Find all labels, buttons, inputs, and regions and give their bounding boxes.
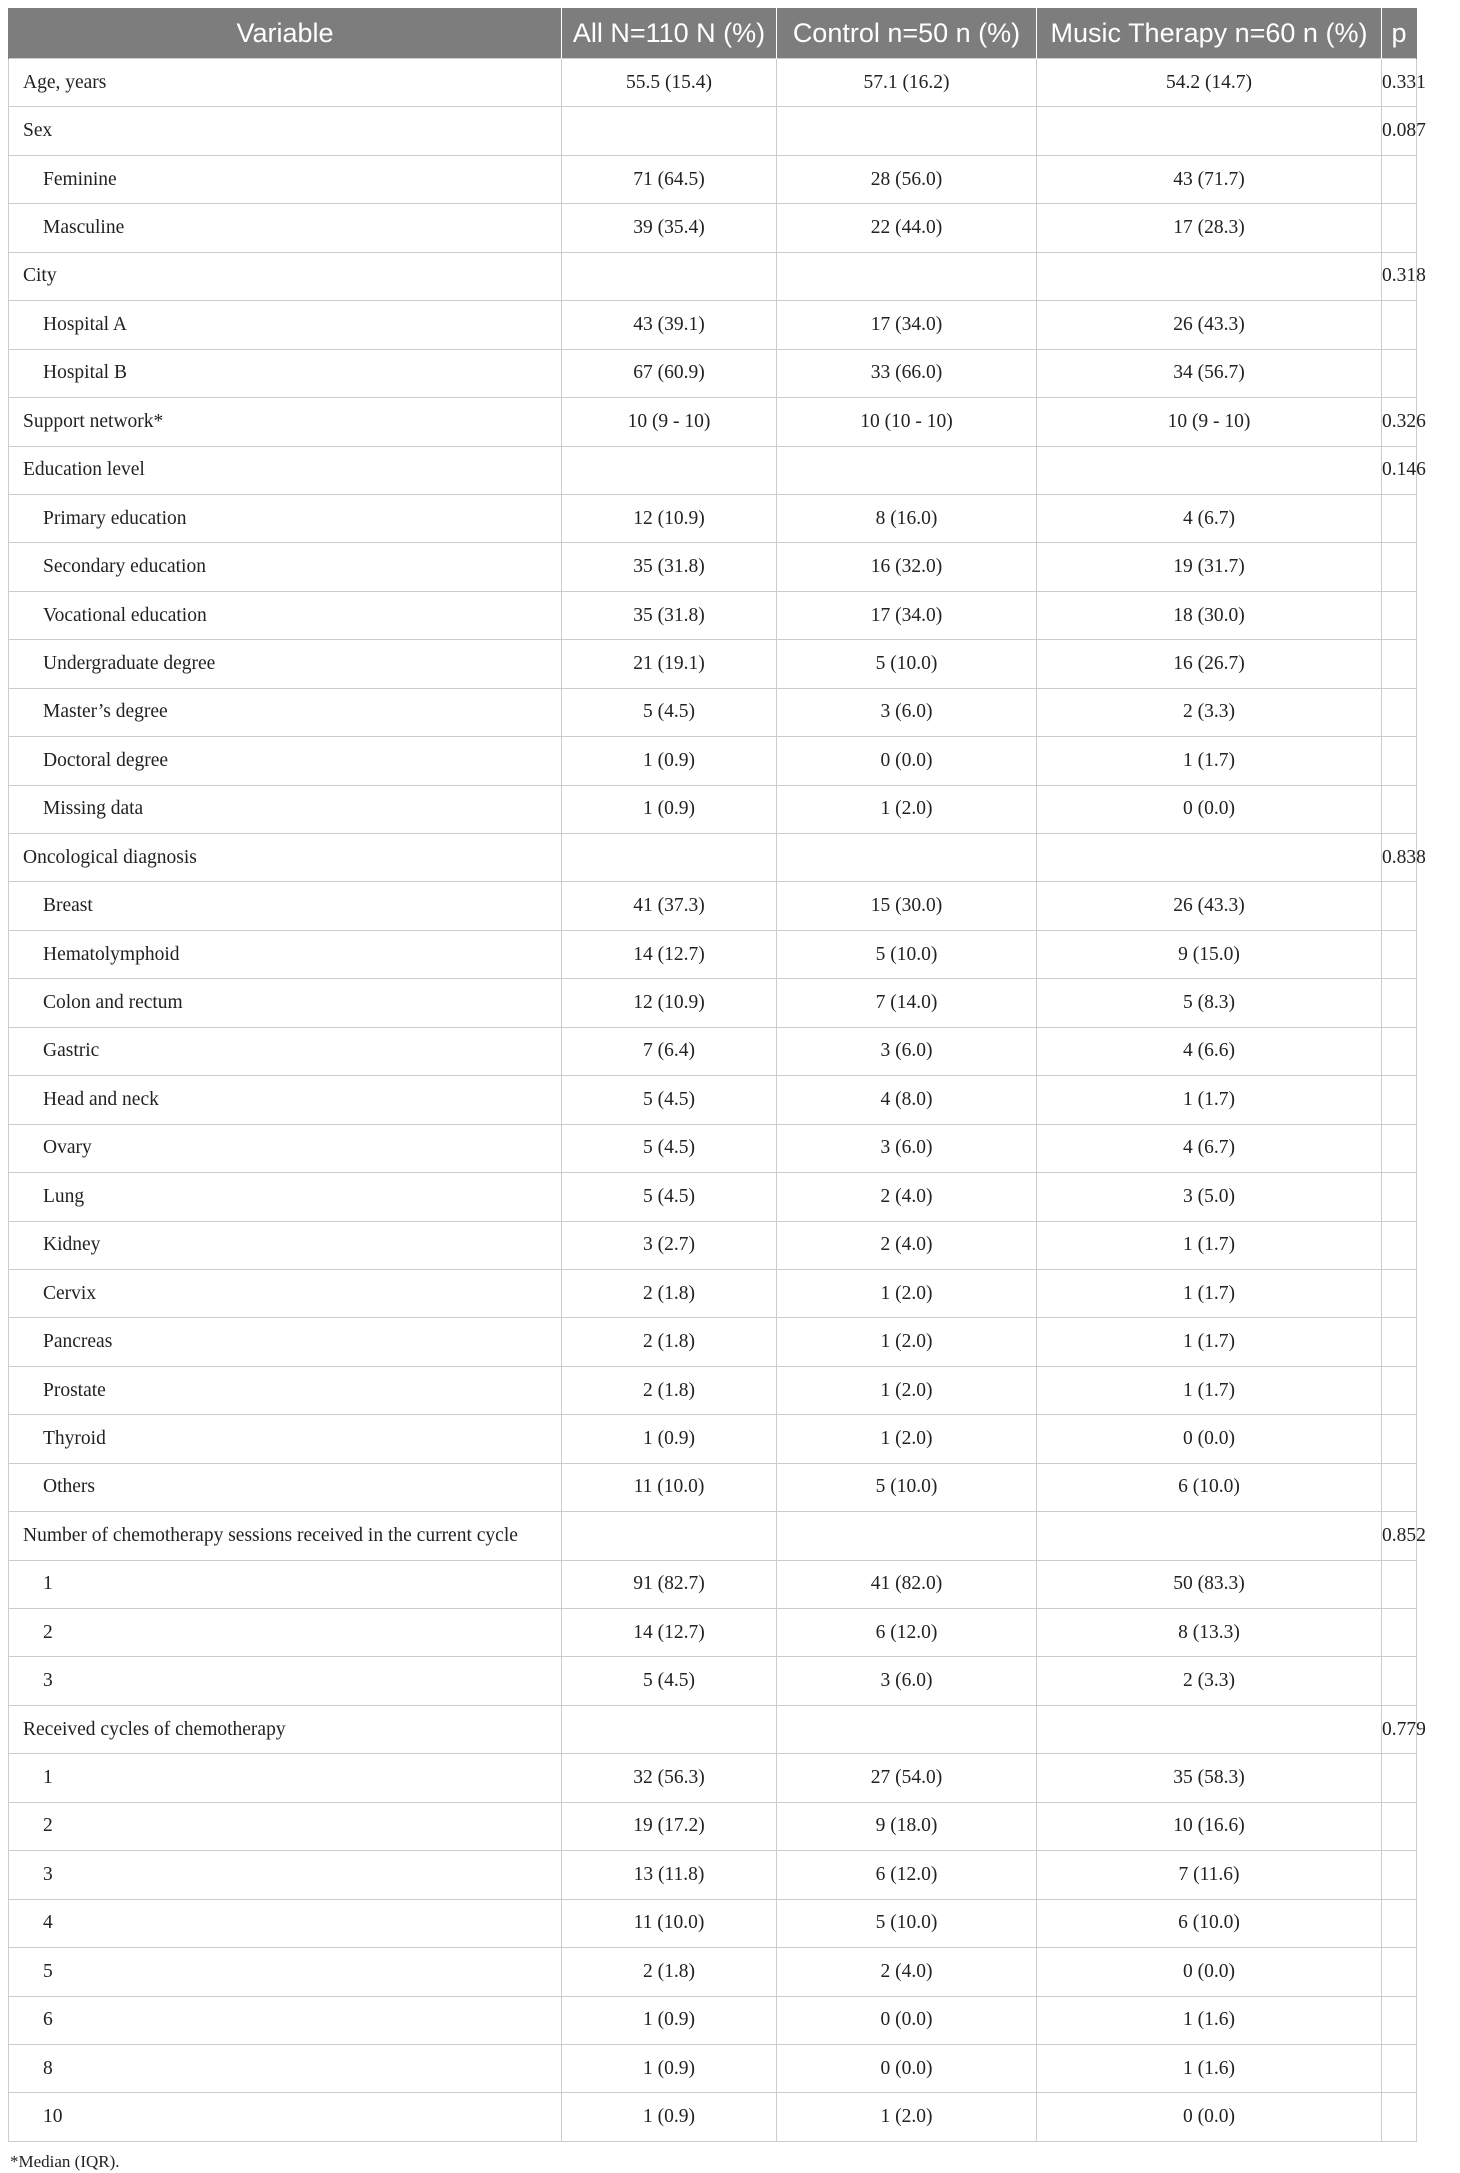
cell-variable: Kidney: [9, 1221, 562, 1269]
cell-p: 0.331: [1382, 59, 1417, 107]
table-row: [9, 59, 1417, 107]
cell-control: 22 (44.0): [777, 204, 1037, 252]
cell-all: 2 (1.8): [562, 1366, 777, 1414]
cell-control: 16 (32.0): [777, 543, 1037, 591]
cell-p: [1382, 2093, 1417, 2141]
cell-music-therapy: 50 (83.3): [1037, 1560, 1382, 1608]
cell-control: 1 (2.0): [777, 1269, 1037, 1317]
cell-music-therapy: 2 (3.3): [1037, 688, 1382, 736]
table-row: [9, 1657, 1417, 1705]
cell-music-therapy: 4 (6.6): [1037, 1027, 1382, 1075]
cell-variable: 1: [9, 1754, 562, 1802]
cell-p: [1382, 1657, 1417, 1705]
cell-all: 19 (17.2): [562, 1802, 777, 1850]
cell-all: 14 (12.7): [562, 930, 777, 978]
cell-variable: Primary education: [9, 494, 562, 542]
cell-p: [1382, 1027, 1417, 1075]
table-row: [9, 1996, 1417, 2044]
cell-variable: Age, years: [9, 59, 562, 107]
cell-p: [1382, 1076, 1417, 1124]
header-music-therapy: Music Therapy n=60 n (%): [1037, 8, 1382, 59]
cell-music-therapy: [1037, 446, 1382, 494]
cell-p: [1382, 1996, 1417, 2044]
cell-p: [1382, 349, 1417, 397]
cell-control: 1 (2.0): [777, 1366, 1037, 1414]
cell-music-therapy: 1 (1.7): [1037, 1076, 1382, 1124]
cell-variable: Lung: [9, 1173, 562, 1221]
table-row: [9, 252, 1417, 300]
table-row: [9, 2044, 1417, 2092]
cell-all: 35 (31.8): [562, 543, 777, 591]
cell-music-therapy: 5 (8.3): [1037, 979, 1382, 1027]
table-row: [9, 398, 1417, 446]
cell-control: 17 (34.0): [777, 591, 1037, 639]
cell-music-therapy: 2 (3.3): [1037, 1657, 1382, 1705]
cell-variable: Others: [9, 1463, 562, 1511]
cell-music-therapy: 1 (1.7): [1037, 1366, 1382, 1414]
cell-music-therapy: 3 (5.0): [1037, 1173, 1382, 1221]
cell-all: 1 (0.9): [562, 1996, 777, 2044]
header-control: Control n=50 n (%): [777, 8, 1037, 59]
cell-control: 6 (12.0): [777, 1851, 1037, 1899]
cell-music-therapy: 1 (1.7): [1037, 1221, 1382, 1269]
cell-all: 35 (31.8): [562, 591, 777, 639]
cell-variable: Number of chemotherapy sessions received in the current cycle: [9, 1512, 562, 1560]
cell-music-therapy: 1 (1.6): [1037, 2044, 1382, 2092]
cell-all: 5 (4.5): [562, 1173, 777, 1221]
cell-music-therapy: 1 (1.6): [1037, 1996, 1382, 2044]
cell-variable: Head and neck: [9, 1076, 562, 1124]
cell-control: 8 (16.0): [777, 494, 1037, 542]
cell-variable: Oncological diagnosis: [9, 834, 562, 882]
cell-p: [1382, 2044, 1417, 2092]
cell-variable: 5: [9, 1948, 562, 1996]
cell-music-therapy: [1037, 834, 1382, 882]
cell-all: 1 (0.9): [562, 2093, 777, 2141]
cell-control: 6 (12.0): [777, 1609, 1037, 1657]
cell-all: 91 (82.7): [562, 1560, 777, 1608]
cell-all: 11 (10.0): [562, 1899, 777, 1947]
cell-music-therapy: 26 (43.3): [1037, 301, 1382, 349]
cell-variable: 1: [9, 1560, 562, 1608]
cell-variable: Prostate: [9, 1366, 562, 1414]
cell-music-therapy: 1 (1.7): [1037, 1318, 1382, 1366]
cell-music-therapy: 17 (28.3): [1037, 204, 1382, 252]
cell-p: [1382, 494, 1417, 542]
cell-all: 67 (60.9): [562, 349, 777, 397]
cell-all: 5 (4.5): [562, 1657, 777, 1705]
cell-music-therapy: 4 (6.7): [1037, 1124, 1382, 1172]
cell-variable: 2: [9, 1609, 562, 1657]
cell-all: 12 (10.9): [562, 494, 777, 542]
cell-all: 32 (56.3): [562, 1754, 777, 1802]
table-row: [9, 785, 1417, 833]
cell-control: 0 (0.0): [777, 737, 1037, 785]
cell-variable: Hospital B: [9, 349, 562, 397]
cell-control: [777, 1705, 1037, 1753]
cell-p: [1382, 1269, 1417, 1317]
cell-p: 0.146: [1382, 446, 1417, 494]
table-row: [9, 1124, 1417, 1172]
cell-variable: Undergraduate degree: [9, 640, 562, 688]
cell-all: [562, 107, 777, 155]
cell-p: 0.779: [1382, 1705, 1417, 1753]
cell-music-therapy: 0 (0.0): [1037, 1948, 1382, 1996]
table-row: [9, 349, 1417, 397]
cell-control: [777, 107, 1037, 155]
cell-variable: Missing data: [9, 785, 562, 833]
cell-control: 3 (6.0): [777, 1124, 1037, 1172]
table-body: [9, 59, 1426, 2142]
cell-control: 5 (10.0): [777, 1899, 1037, 1947]
cell-p: [1382, 1173, 1417, 1221]
table-row: [9, 1463, 1417, 1511]
table-row: [9, 1221, 1417, 1269]
cell-all: 5 (4.5): [562, 688, 777, 736]
cell-p: 0.852: [1382, 1512, 1417, 1560]
cell-all: 1 (0.9): [562, 2044, 777, 2092]
cell-all: 21 (19.1): [562, 640, 777, 688]
cell-music-therapy: 10 (16.6): [1037, 1802, 1382, 1850]
cell-control: 33 (66.0): [777, 349, 1037, 397]
cell-variable: Hospital A: [9, 301, 562, 349]
cell-variable: Gastric: [9, 1027, 562, 1075]
table-row: [9, 2093, 1417, 2141]
cell-music-therapy: 54.2 (14.7): [1037, 59, 1382, 107]
table-row: [9, 834, 1417, 882]
cell-control: 1 (2.0): [777, 1415, 1037, 1463]
cell-music-therapy: 6 (10.0): [1037, 1899, 1382, 1947]
cell-music-therapy: 10 (9 - 10): [1037, 398, 1382, 446]
cell-control: [777, 1512, 1037, 1560]
cell-variable: Education level: [9, 446, 562, 494]
cell-control: 5 (10.0): [777, 640, 1037, 688]
cell-control: 17 (34.0): [777, 301, 1037, 349]
cell-variable: Secondary education: [9, 543, 562, 591]
table-header: [9, 8, 1417, 59]
cell-all: 14 (12.7): [562, 1609, 777, 1657]
cell-control: 27 (54.0): [777, 1754, 1037, 1802]
cell-p: [1382, 1366, 1417, 1414]
cell-control: 2 (4.0): [777, 1173, 1037, 1221]
cell-p: [1382, 1609, 1417, 1657]
cell-control: 5 (10.0): [777, 930, 1037, 978]
cell-all: 5 (4.5): [562, 1124, 777, 1172]
cell-music-therapy: 1 (1.7): [1037, 737, 1382, 785]
cell-control: 3 (6.0): [777, 688, 1037, 736]
cell-variable: Master’s degree: [9, 688, 562, 736]
cell-p: [1382, 1948, 1417, 1996]
cell-control: 57.1 (16.2): [777, 59, 1037, 107]
table-row: [9, 301, 1417, 349]
cell-p: 0.838: [1382, 834, 1417, 882]
cell-control: 15 (30.0): [777, 882, 1037, 930]
cell-music-therapy: 7 (11.6): [1037, 1851, 1382, 1899]
cell-control: 5 (10.0): [777, 1463, 1037, 1511]
cell-all: 55.5 (15.4): [562, 59, 777, 107]
cell-control: 1 (2.0): [777, 1318, 1037, 1366]
cell-control: 28 (56.0): [777, 155, 1037, 203]
cell-music-therapy: 18 (30.0): [1037, 591, 1382, 639]
cell-p: [1382, 979, 1417, 1027]
cell-variable: Thyroid: [9, 1415, 562, 1463]
cell-variable: Support network*: [9, 398, 562, 446]
cell-all: [562, 1705, 777, 1753]
cell-all: 1 (0.9): [562, 737, 777, 785]
cell-variable: 3: [9, 1657, 562, 1705]
cell-p: [1382, 301, 1417, 349]
cell-control: 3 (6.0): [777, 1657, 1037, 1705]
cell-p: 0.318: [1382, 252, 1417, 300]
cell-all: 71 (64.5): [562, 155, 777, 203]
table-row: [9, 1366, 1417, 1414]
cell-all: 41 (37.3): [562, 882, 777, 930]
table-row: [9, 1076, 1417, 1124]
cell-variable: 4: [9, 1899, 562, 1947]
cell-control: [777, 252, 1037, 300]
table-row: [9, 1269, 1417, 1317]
cell-all: 12 (10.9): [562, 979, 777, 1027]
cell-control: 4 (8.0): [777, 1076, 1037, 1124]
cell-p: [1382, 1560, 1417, 1608]
table-row: [9, 930, 1417, 978]
cell-p: [1382, 1318, 1417, 1366]
cell-p: [1382, 204, 1417, 252]
cell-music-therapy: [1037, 1705, 1382, 1753]
cell-p: [1382, 785, 1417, 833]
cell-variable: Cervix: [9, 1269, 562, 1317]
table-row: [9, 1318, 1417, 1366]
cell-variable: Feminine: [9, 155, 562, 203]
table-row: [9, 1851, 1417, 1899]
table-row: [9, 1027, 1417, 1075]
cell-control: [777, 446, 1037, 494]
cell-p: [1382, 1124, 1417, 1172]
cell-control: 0 (0.0): [777, 2044, 1037, 2092]
cell-all: 2 (1.8): [562, 1269, 777, 1317]
cell-music-therapy: 43 (71.7): [1037, 155, 1382, 203]
cell-p: [1382, 1463, 1417, 1511]
cell-all: [562, 1512, 777, 1560]
cell-music-therapy: 0 (0.0): [1037, 2093, 1382, 2141]
cell-control: 1 (2.0): [777, 785, 1037, 833]
cell-control: 2 (4.0): [777, 1948, 1037, 1996]
cell-p: [1382, 882, 1417, 930]
cell-variable: Colon and rectum: [9, 979, 562, 1027]
cell-music-therapy: 16 (26.7): [1037, 640, 1382, 688]
cell-p: [1382, 1754, 1417, 1802]
cell-p: [1382, 930, 1417, 978]
cell-music-therapy: [1037, 1512, 1382, 1560]
table-row: [9, 1609, 1417, 1657]
cell-all: 13 (11.8): [562, 1851, 777, 1899]
table-row: [9, 446, 1417, 494]
cell-all: 10 (9 - 10): [562, 398, 777, 446]
cell-variable: Sex: [9, 107, 562, 155]
table-row: [9, 1415, 1417, 1463]
cell-music-therapy: 9 (15.0): [1037, 930, 1382, 978]
cell-all: 5 (4.5): [562, 1076, 777, 1124]
cell-variable: 6: [9, 1996, 562, 2044]
header-variable: Variable: [9, 8, 562, 59]
cell-p: [1382, 737, 1417, 785]
cell-music-therapy: 6 (10.0): [1037, 1463, 1382, 1511]
table-row: [9, 1948, 1417, 1996]
cell-p: [1382, 543, 1417, 591]
cell-p: [1382, 591, 1417, 639]
cell-music-therapy: 26 (43.3): [1037, 882, 1382, 930]
cell-music-therapy: 0 (0.0): [1037, 785, 1382, 833]
cell-music-therapy: 1 (1.7): [1037, 1269, 1382, 1317]
table-row: [9, 1899, 1417, 1947]
table-row: [9, 155, 1417, 203]
cell-control: 3 (6.0): [777, 1027, 1037, 1075]
table-row: [9, 1754, 1417, 1802]
cell-music-therapy: [1037, 252, 1382, 300]
cell-music-therapy: 4 (6.7): [1037, 494, 1382, 542]
table-row: [9, 204, 1417, 252]
cell-all: 2 (1.8): [562, 1948, 777, 1996]
cell-music-therapy: 35 (58.3): [1037, 1754, 1382, 1802]
cell-control: 10 (10 - 10): [777, 398, 1037, 446]
cell-all: [562, 446, 777, 494]
table-row: [9, 543, 1417, 591]
table-row: [9, 494, 1417, 542]
cell-variable: Pancreas: [9, 1318, 562, 1366]
cell-p: [1382, 1221, 1417, 1269]
table-row: [9, 737, 1417, 785]
cell-variable: Doctoral degree: [9, 737, 562, 785]
cell-all: [562, 834, 777, 882]
cell-control: 41 (82.0): [777, 1560, 1037, 1608]
cell-variable: City: [9, 252, 562, 300]
cell-p: [1382, 640, 1417, 688]
table-row: [9, 688, 1417, 736]
cell-music-therapy: 34 (56.7): [1037, 349, 1382, 397]
cell-variable: 3: [9, 1851, 562, 1899]
cell-all: [562, 252, 777, 300]
cell-all: 7 (6.4): [562, 1027, 777, 1075]
cell-control: 1 (2.0): [777, 2093, 1037, 2141]
cell-all: 11 (10.0): [562, 1463, 777, 1511]
cell-control: [777, 834, 1037, 882]
table-row: [9, 1512, 1417, 1560]
cell-all: 1 (0.9): [562, 1415, 777, 1463]
table-row: [9, 979, 1417, 1027]
cell-control: 0 (0.0): [777, 1996, 1037, 2044]
cell-variable: Vocational education: [9, 591, 562, 639]
cell-music-therapy: 8 (13.3): [1037, 1609, 1382, 1657]
baseline-characteristics-table: [8, 8, 1426, 2142]
cell-variable: 2: [9, 1802, 562, 1850]
cell-p: 0.326: [1382, 398, 1417, 446]
cell-all: 1 (0.9): [562, 785, 777, 833]
cell-all: 43 (39.1): [562, 301, 777, 349]
header-row: [9, 8, 1417, 59]
cell-control: 2 (4.0): [777, 1221, 1037, 1269]
cell-variable: Masculine: [9, 204, 562, 252]
cell-p: [1382, 155, 1417, 203]
cell-all: 3 (2.7): [562, 1221, 777, 1269]
cell-music-therapy: 0 (0.0): [1037, 1415, 1382, 1463]
table-row: [9, 107, 1417, 155]
table-container: [8, 8, 1452, 2172]
table-row: [9, 1560, 1417, 1608]
table-row: [9, 1802, 1417, 1850]
cell-variable: Hematolymphoid: [9, 930, 562, 978]
cell-variable: Ovary: [9, 1124, 562, 1172]
cell-variable: 10: [9, 2093, 562, 2141]
cell-p: 0.087: [1382, 107, 1417, 155]
cell-p: [1382, 1802, 1417, 1850]
cell-music-therapy: 19 (31.7): [1037, 543, 1382, 591]
table-row: [9, 1173, 1417, 1221]
header-p: p: [1382, 8, 1417, 59]
table-footnote: *Median (IQR).: [10, 2151, 120, 2171]
table-row: [9, 591, 1417, 639]
cell-p: [1382, 688, 1417, 736]
table-row: [9, 640, 1417, 688]
cell-variable: Breast: [9, 882, 562, 930]
cell-p: [1382, 1899, 1417, 1947]
table-row: [9, 1705, 1417, 1753]
cell-control: 7 (14.0): [777, 979, 1037, 1027]
cell-all: 2 (1.8): [562, 1318, 777, 1366]
cell-p: [1382, 1415, 1417, 1463]
table-row: [9, 882, 1417, 930]
cell-p: [1382, 1851, 1417, 1899]
cell-variable: Received cycles of chemotherapy: [9, 1705, 562, 1753]
header-all: All N=110 N (%): [562, 8, 777, 59]
cell-variable: 8: [9, 2044, 562, 2092]
cell-music-therapy: [1037, 107, 1382, 155]
cell-control: 9 (18.0): [777, 1802, 1037, 1850]
cell-all: 39 (35.4): [562, 204, 777, 252]
